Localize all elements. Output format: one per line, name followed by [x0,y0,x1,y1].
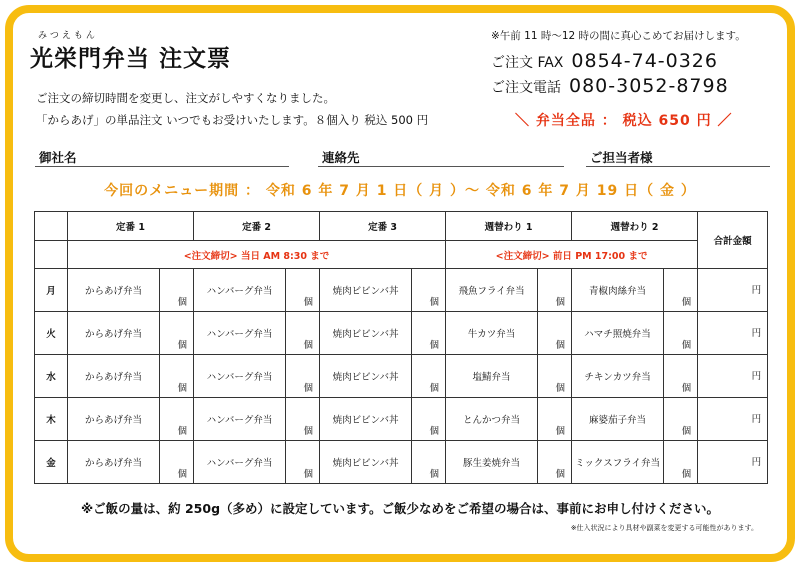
row-total-cell[interactable]: 円 [698,398,768,441]
menu-item: ミックスフライ弁当 [572,441,664,484]
row-total-cell[interactable]: 円 [698,312,768,355]
menu-item: ハンバーグ弁当 [194,441,286,484]
phone-number[interactable]: 080-3052-8798 [569,75,729,97]
menu-item: 牛カツ弁当 [446,312,538,355]
fax-number: 0854-74-0326 [571,50,718,72]
weekday-label: 月 [35,269,68,312]
menu-item: からあげ弁当 [68,398,160,441]
menu-item: からあげ弁当 [68,269,160,312]
menu-item: 豚生姜焼弁当 [446,441,538,484]
quantity-cell[interactable]: 個 [538,312,572,355]
title-furigana: みつえもん [38,31,98,41]
karaage-single-order-note: 「からあげ」の単品注文 いつでもお受けいたします。８個入り 税込 500 円 [36,113,429,127]
table-row [35,312,768,355]
row-total-cell[interactable]: 円 [698,355,768,398]
menu-item: 焼肉ビビンバ丼 [320,312,412,355]
price-banner: ＼ 弁当全品 ： 税込 650 円 ／ [515,113,733,129]
quantity-cell[interactable]: 個 [664,441,698,484]
person-in-charge-field[interactable]: ご担当者様 [586,148,770,167]
fax-label: ご注文 FAX [491,55,564,71]
menu-item: ハンバーグ弁当 [194,312,286,355]
deadline-change-note: ご注文の締切時間を変更し、注文がしやすくなりました。 [36,91,335,105]
rice-amount-note: ※ご飯の量は、約 250g（多め）に設定しています。ご飯少なめをご希望の場合は、事前にお申し付けください。 [80,501,720,516]
regular-deadline: <注文締切> 当日 AM 8:30 まで [68,241,446,269]
quantity-cell[interactable]: 個 [412,312,446,355]
quantity-cell[interactable]: 個 [664,398,698,441]
quantity-cell[interactable]: 個 [160,312,194,355]
weekly-deadline: <注文締切> 前日 PM 17:00 まで [446,241,698,269]
menu-item: 焼肉ビビンバ丼 [320,269,412,312]
quantity-cell[interactable]: 個 [538,398,572,441]
quantity-cell[interactable]: 個 [538,355,572,398]
weekday-label: 木 [35,398,68,441]
column-header: 週替わり 1 [446,212,572,241]
quantity-cell[interactable]: 個 [412,398,446,441]
table-header-row [35,212,768,241]
weekday-label: 水 [35,355,68,398]
column-header: 定番 3 [320,212,446,241]
quantity-cell[interactable]: 個 [664,355,698,398]
menu-item: 麻婆茄子弁当 [572,398,664,441]
quantity-cell[interactable]: 個 [412,269,446,312]
column-header: 定番 1 [68,212,194,241]
table-row [35,269,768,312]
contact-field[interactable]: 連絡先 [318,148,564,167]
column-header: 週替わり 2 [572,212,698,241]
quantity-cell[interactable]: 個 [286,355,320,398]
weekday-label: 火 [35,312,68,355]
quantity-cell[interactable]: 個 [286,269,320,312]
quantity-cell[interactable]: 個 [664,312,698,355]
row-total-cell[interactable]: 円 [698,441,768,484]
menu-item: 塩鯖弁当 [446,355,538,398]
order-table [34,211,768,484]
quantity-cell[interactable]: 個 [538,441,572,484]
menu-item: ハンバーグ弁当 [194,355,286,398]
menu-item: とんかつ弁当 [446,398,538,441]
menu-item: 飛魚フライ弁当 [446,269,538,312]
menu-period: 今回のメニュー期間 ： 令和 6 年 7 月 1 日（ 月 ）～ 令和 6 年 7 月 19 日（ 金 ） [104,183,696,199]
row-total-cell[interactable]: 円 [698,269,768,312]
header-corner [35,212,68,241]
deadline-corner [35,241,68,269]
phone-contact [491,75,729,97]
phone-label: ご注文電話 [491,80,561,96]
fax-contact [491,50,718,72]
quantity-cell[interactable]: 個 [160,441,194,484]
quantity-cell[interactable]: 個 [538,269,572,312]
quantity-cell[interactable]: 個 [286,441,320,484]
menu-item: ハンバーグ弁当 [194,269,286,312]
menu-item: からあげ弁当 [68,355,160,398]
quantity-cell[interactable]: 個 [412,355,446,398]
menu-item: チキンカツ弁当 [572,355,664,398]
quantity-cell[interactable]: 個 [160,398,194,441]
quantity-cell[interactable]: 個 [160,355,194,398]
menu-item: 焼肉ビビンバ丼 [320,441,412,484]
delivery-hours-note: ※午前 11 時～12 時の間に真心こめてお届けします。 [491,30,746,42]
quantity-cell[interactable]: 個 [286,398,320,441]
weekday-label: 金 [35,441,68,484]
company-name-field[interactable]: 御社名 [35,148,289,167]
menu-item: からあげ弁当 [68,441,160,484]
quantity-cell[interactable]: 個 [412,441,446,484]
menu-item: 焼肉ビビンバ丼 [320,398,412,441]
menu-item: ハマチ照焼弁当 [572,312,664,355]
page-title: 光栄門弁当 注文票 [30,46,232,72]
menu-item: 青椒肉絲弁当 [572,269,664,312]
quantity-cell[interactable]: 個 [160,269,194,312]
deadline-row [35,241,768,269]
quantity-cell[interactable]: 個 [664,269,698,312]
menu-item: 焼肉ビビンバ丼 [320,355,412,398]
ingredients-change-note: ※仕入状況により具材や副菜を変更する可能性があります。 [570,524,758,532]
table-row [35,355,768,398]
table-row [35,398,768,441]
table-row [35,441,768,484]
menu-item: ハンバーグ弁当 [194,398,286,441]
menu-item: からあげ弁当 [68,312,160,355]
column-header: 定番 2 [194,212,320,241]
quantity-cell[interactable]: 個 [286,312,320,355]
total-amount-header: 合計金額 [698,212,768,269]
